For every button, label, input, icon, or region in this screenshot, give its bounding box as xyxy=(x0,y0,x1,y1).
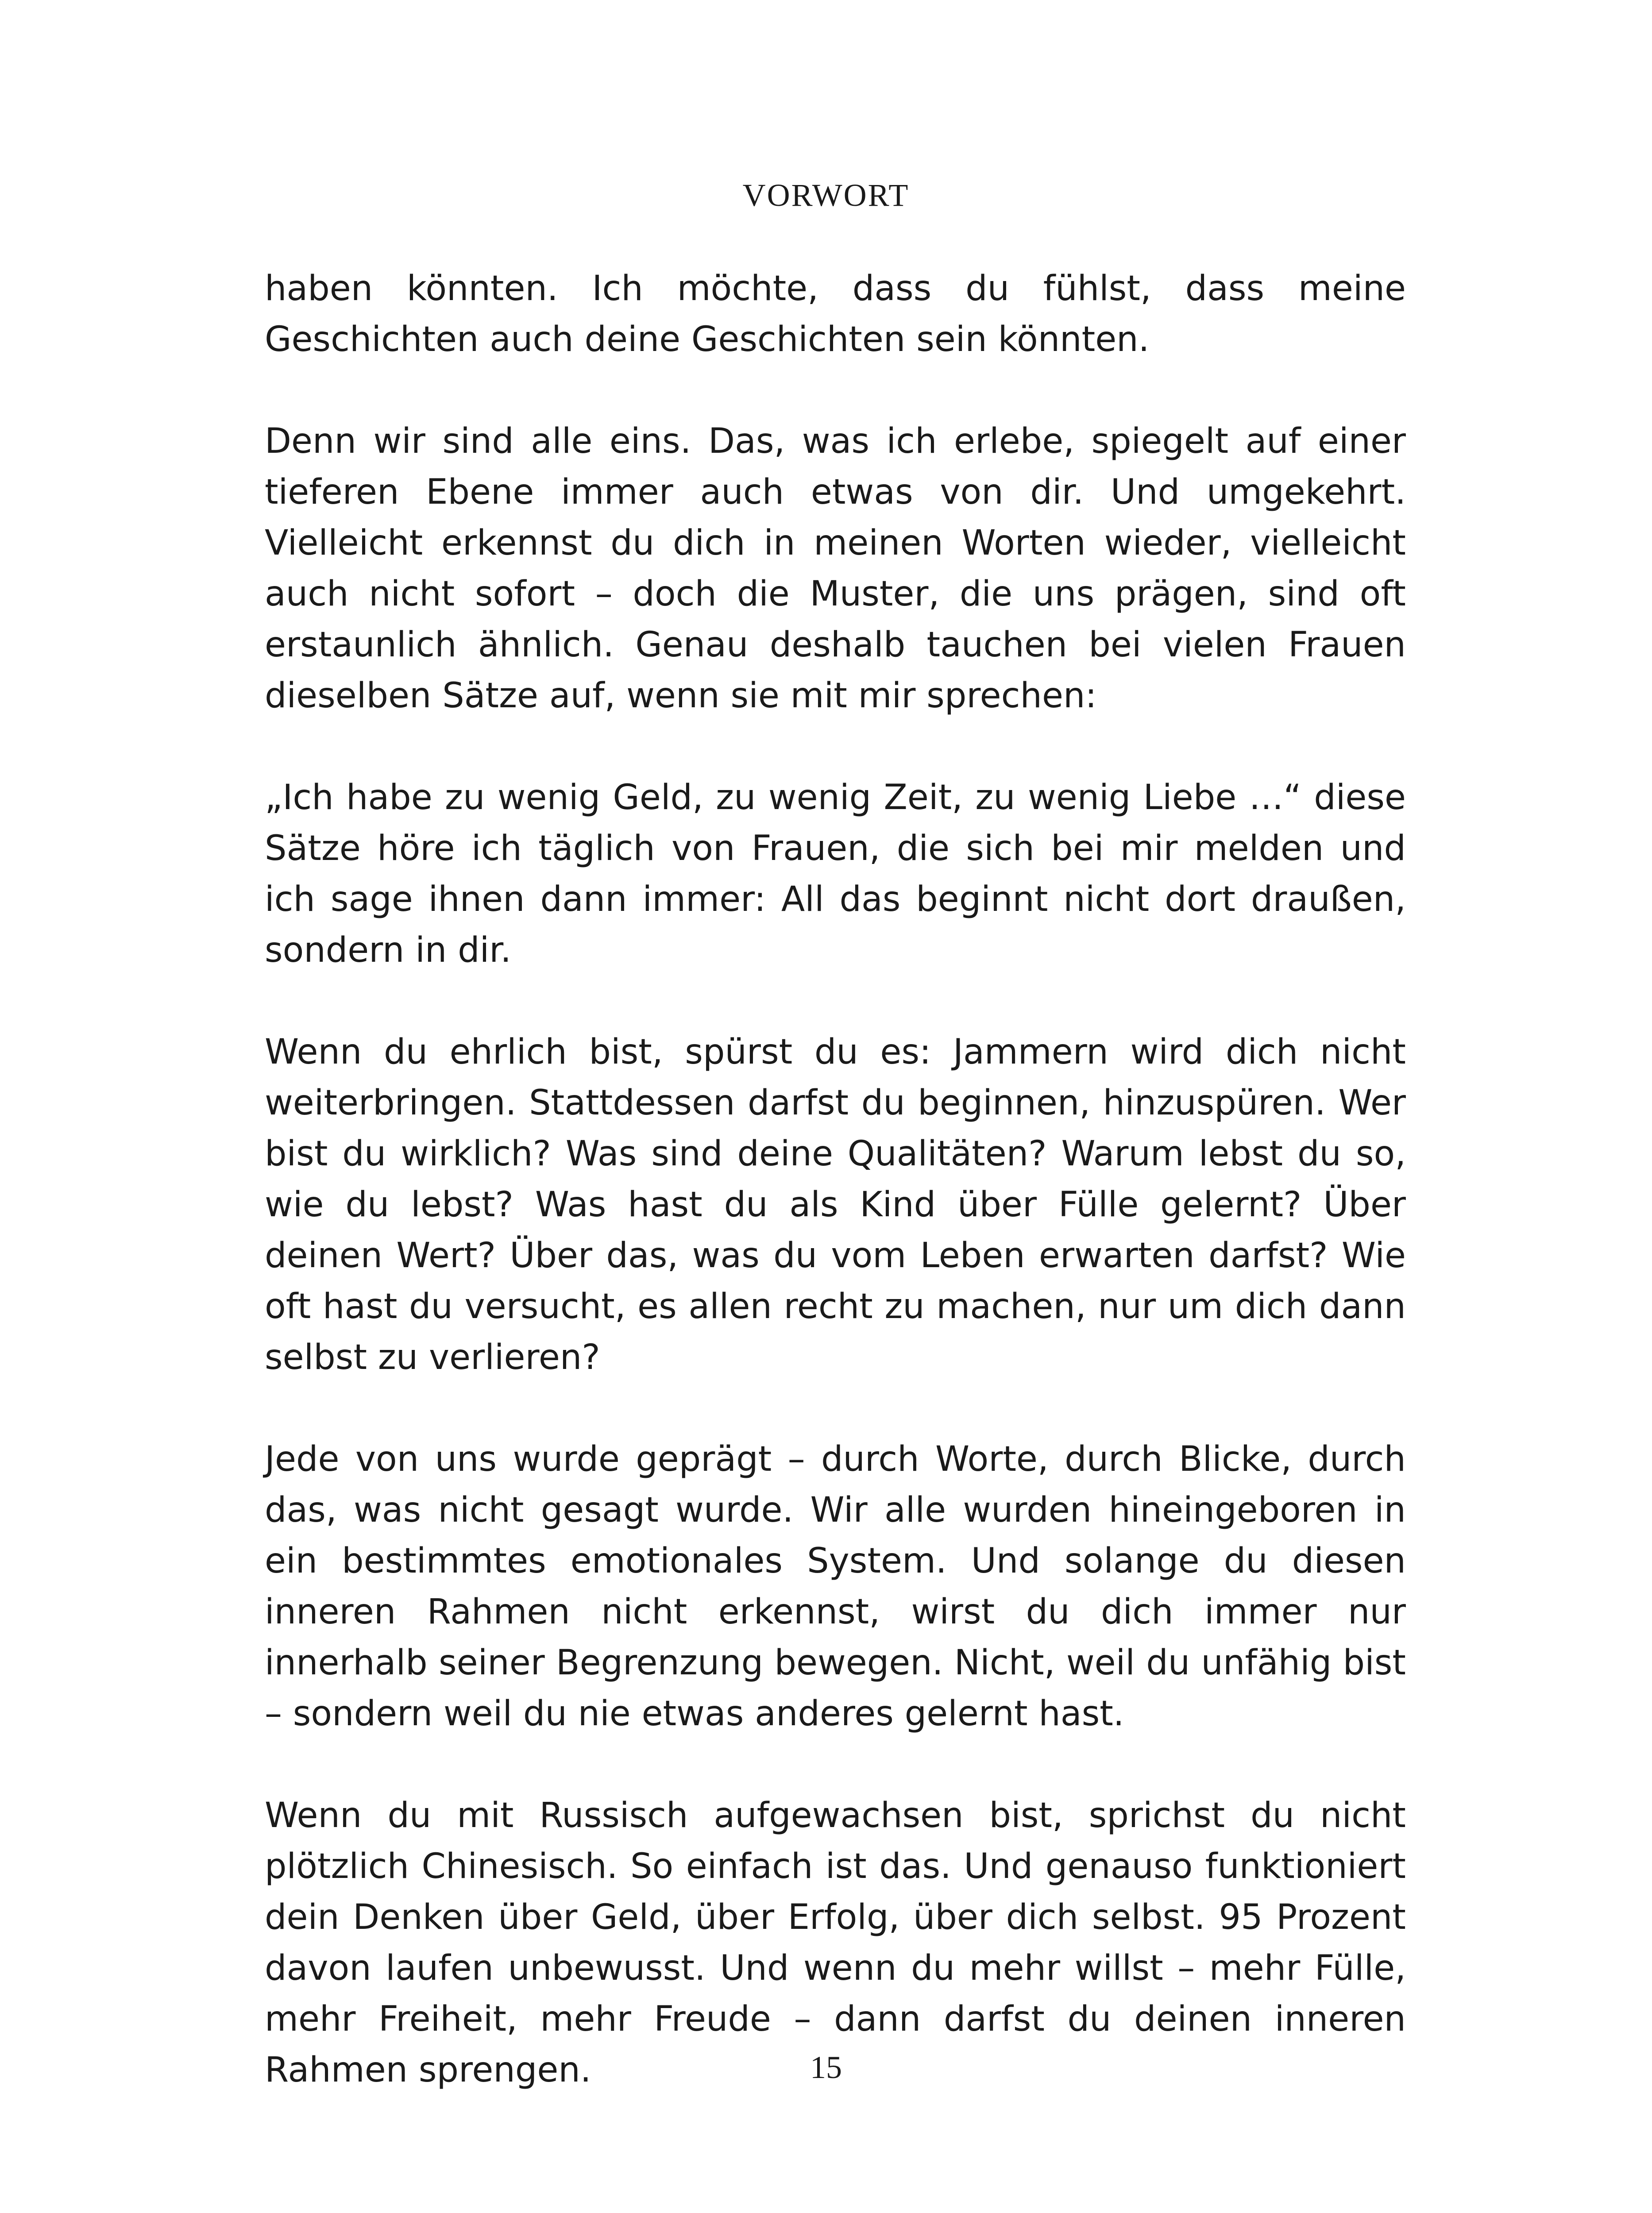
paragraph: „Ich habe zu wenig Geld, zu wenig Zeit, zu wenig Liebe …“ diese Sätze höre ich täglich von Frauen, die sich bei mir melden und ich sage ihnen dann immer: All das beginnt nicht dort draußen, sondern in dir. xyxy=(265,778,1406,970)
paragraph: Jede von uns wurde geprägt – durch Worte, durch Blicke, durch das, was nicht gesagt wurde. Wir alle wurden hineingeboren in ein bestimmtes emotionales System. Und solange du diesen inneren Rahmen nicht erkennst, wirst du dich immer nur innerhalb seiner Begrenzung bewegen. Nicht, weil du unfähig bist – sondern weil du nie etwas anderes gelernt hast. xyxy=(265,1439,1406,1734)
paragraph: Wenn du mit Russisch aufgewachsen bist, sprichst du nicht plötzlich Chinesisch. So einfach ist das. Und genauso funktioniert dein Denken über Geld, über Erfolg, über dich selbst. 95 Prozent davon laufen unbewusst. Und wenn du mehr willst – mehr Fülle, mehr Freiheit, mehr Freude – dann darfst du deinen inneren Rahmen sprengen. xyxy=(265,1796,1406,2090)
paragraph: haben könnten. Ich möchte, dass du fühlst, dass meine Geschichten auch deine Geschichten sein könnten. xyxy=(265,269,1406,359)
paragraph: Denn wir sind alle eins. Das, was ich erlebe, spiegelt auf einer tieferen Ebene immer auch etwas von dir. Und umgekehrt. Vielleicht erkennst du dich in meinen Worten wieder, vielleicht auch nicht sofort – doch die Muster, die uns prägen, sind oft erstaunlich ähnlich. Genau deshalb tauchen bei vielen Frauen dieselben Sätze auf, wenn sie mit mir sprechen: xyxy=(265,421,1406,716)
paragraph: Wenn du ehrlich bist, spürst du es: Jammern wird dich nicht weiterbringen. Stattdessen darfst du beginnen, hinzuspüren. Wer bist du wirklich? Was sind deine Qualitäten? Warum lebst du so, wie du lebst? Was hast du als Kind über Fülle gelernt? Über deinen Wert? Über das, was du vom Leben erwarten darfst? Wie oft hast du versucht, es allen recht zu machen, nur um dich dann selbst zu verlieren? xyxy=(265,1032,1406,1377)
body-text xyxy=(265,263,1406,2096)
page-number: 15 xyxy=(810,2050,842,2085)
running-head-title: VORWORT xyxy=(742,177,910,213)
